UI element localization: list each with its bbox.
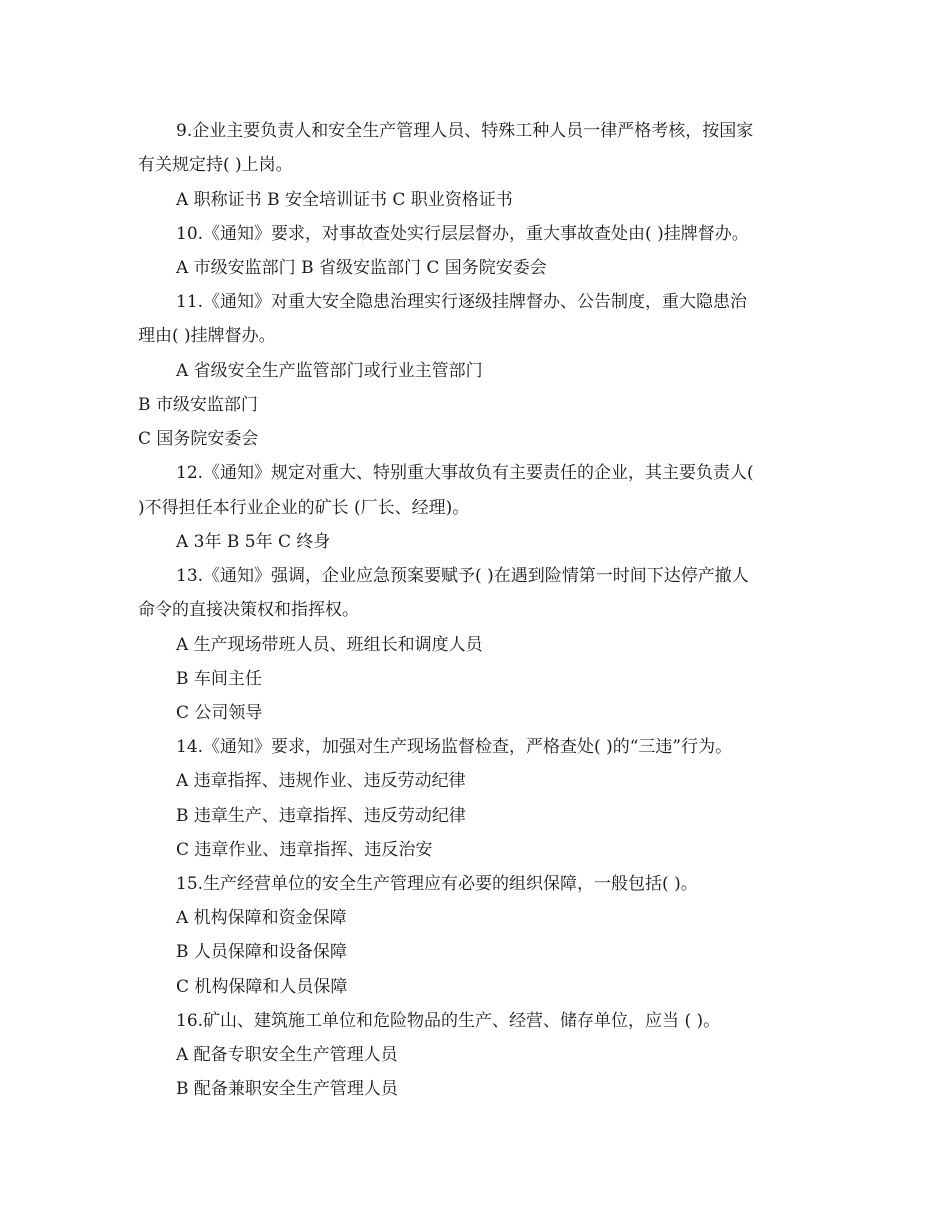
question-15-option-c: C 机构保障和人员保障 <box>176 977 348 997</box>
question-14-option-b: B 违章生产、违章指挥、违反劳动纪律 <box>176 806 466 826</box>
question-12-line-2: )不得担任本行业企业的矿长 (厂长、经理)。 <box>138 498 470 518</box>
question-13-line-1: 13.《通知》强调，企业应急预案要赋予( )在遇到险情第一时间下达停产撤人 <box>176 566 749 586</box>
question-13-option-a: A 生产现场带班人员、班组长和调度人员 <box>176 635 483 655</box>
question-10-options: A 市级安监部门 B 省级安监部门 C 国务院安委会 <box>176 258 547 278</box>
question-15-option-a: A 机构保障和资金保障 <box>176 908 347 928</box>
question-16-line-1: 16.矿山、建筑施工单位和危险物品的生产、经营、储存单位，应当 ( )。 <box>176 1011 721 1031</box>
question-11-line-2: 理由( )挂牌督办。 <box>138 326 276 346</box>
question-15-option-b: B 人员保障和设备保障 <box>176 942 347 962</box>
question-15-line-1: 15.生产经营单位的安全生产管理应有必要的组织保障，一般包括( )。 <box>176 874 698 894</box>
question-14-line-1: 14.《通知》要求，加强对生产现场监督检查，严格查处( )的“三违”行为。 <box>176 737 733 757</box>
question-11-option-b: B 市级安监部门 <box>138 395 258 415</box>
question-16-option-a: A 配备专职安全生产管理人员 <box>176 1045 398 1065</box>
question-13-line-2: 命令的直接决策权和指挥权。 <box>138 600 359 620</box>
question-11-option-a: A 省级安全生产监管部门或行业主管部门 <box>176 361 483 381</box>
question-9-line-1: 9.企业主要负责人和安全生产管理人员、特殊工种人员一律严格考核，按国家 <box>176 121 754 141</box>
question-13-option-b: B 车间主任 <box>176 669 262 689</box>
question-11-option-c: C 国务院安委会 <box>138 429 259 449</box>
question-9-line-2: 有关规定持( )上岗。 <box>138 155 293 175</box>
question-10-line-1: 10.《通知》要求，对事故查处实行层层督办，重大事故查处由( )挂牌督办。 <box>176 224 749 244</box>
question-14-option-a: A 违章指挥、违规作业、违反劳动纪律 <box>176 771 466 791</box>
question-14-option-c: C 违章作业、违章指挥、违反治安 <box>176 840 433 860</box>
question-12-line-1: 12.《通知》规定对重大、特别重大事故负有主要责任的企业，其主要负责人( <box>176 463 754 483</box>
question-13-option-c: C 公司领导 <box>176 703 263 723</box>
question-9-options: A 职称证书 B 安全培训证书 C 职业资格证书 <box>176 190 513 210</box>
question-12-options: A 3年 B 5年 C 终身 <box>176 532 331 552</box>
question-11-line-1: 11.《通知》对重大安全隐患治理实行逐级挂牌督办、公告制度，重大隐患治 <box>176 292 748 312</box>
question-16-option-b: B 配备兼职安全生产管理人员 <box>176 1079 398 1099</box>
